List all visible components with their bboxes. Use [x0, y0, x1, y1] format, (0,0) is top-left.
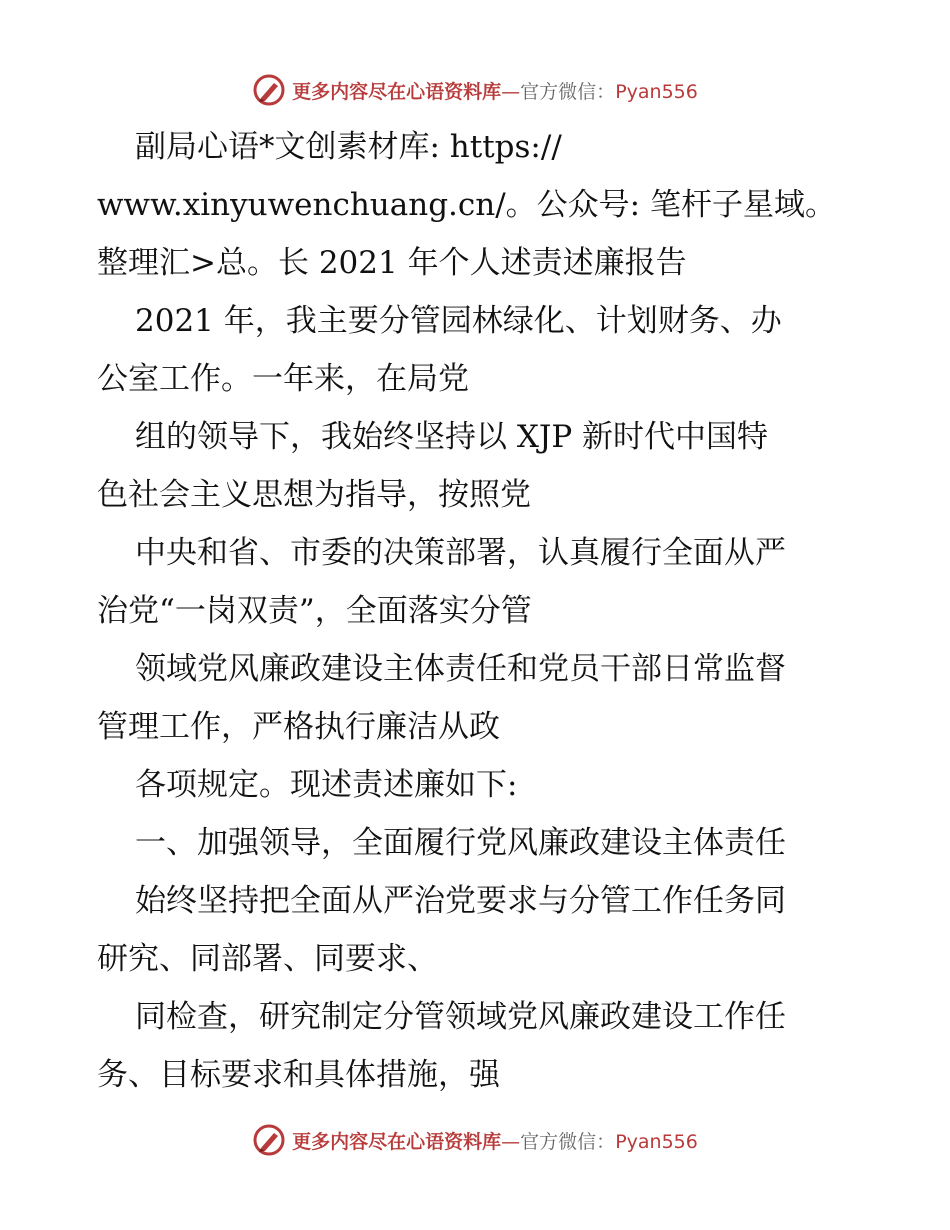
body-line: 务、目标要求和具体措施，强: [97, 1057, 500, 1093]
header-official-text: 官方微信：: [520, 80, 616, 103]
body-line: 同检查，研究制定分管领域党风廉政建设工作任: [135, 999, 786, 1035]
footer-wechat-id: Pyan556: [615, 1130, 698, 1153]
body-line: 各项规定。现述责述廉如下:: [135, 767, 518, 803]
body-line: 色社会主义思想为指导，按照党: [97, 477, 531, 513]
pen-circle-logo-icon: [252, 1123, 286, 1157]
section-heading: 一、加强领导，全面履行党风廉政建设主体责任: [135, 825, 786, 861]
document-body: [97, 118, 857, 1104]
body-line: 整理汇>总。长 2021 年个人述责述廉报告: [97, 245, 687, 281]
footer-banner: [0, 1120, 950, 1160]
header-banner: [0, 70, 950, 110]
body-line: 公室工作。一年来，在局党: [97, 361, 469, 397]
body-line: 领域党风廉政建设主体责任和党员干部日常监督: [135, 651, 786, 687]
header-banner-text: [292, 77, 698, 104]
footer-official-text: 官方微信：: [520, 1130, 616, 1153]
body-line: 副局心语*文创素材库: https://: [135, 129, 562, 165]
body-line: 组的领导下，我始终坚持以 XJP 新时代中国特: [135, 419, 769, 455]
footer-site-text: 更多内容尽在心语资料库: [292, 1130, 502, 1153]
header-wechat-id: Pyan556: [615, 80, 698, 103]
body-line: 研究、同部署、同要求、: [97, 941, 438, 977]
pen-circle-logo-icon: [252, 73, 286, 107]
footer-dash: —: [501, 1130, 521, 1153]
body-line: 始终坚持把全面从严治党要求与分管工作任务同: [135, 883, 786, 919]
header-site-text: 更多内容尽在心语资料库: [292, 80, 502, 103]
header-dash: —: [501, 80, 521, 103]
body-line: 管理工作，严格执行廉洁从政: [97, 709, 500, 745]
body-line: 治党“一岗双责”，全面落实分管: [97, 593, 532, 629]
body-line: 2021 年，我主要分管园林绿化、计划财务、办: [135, 303, 782, 339]
body-line: 中央和省、市委的决策部署，认真履行全面从严: [135, 535, 786, 571]
body-line: www.xinyuwenchuang.cn/。公众号: 笔杆子星域。: [97, 187, 836, 223]
footer-banner-text: [292, 1127, 698, 1154]
